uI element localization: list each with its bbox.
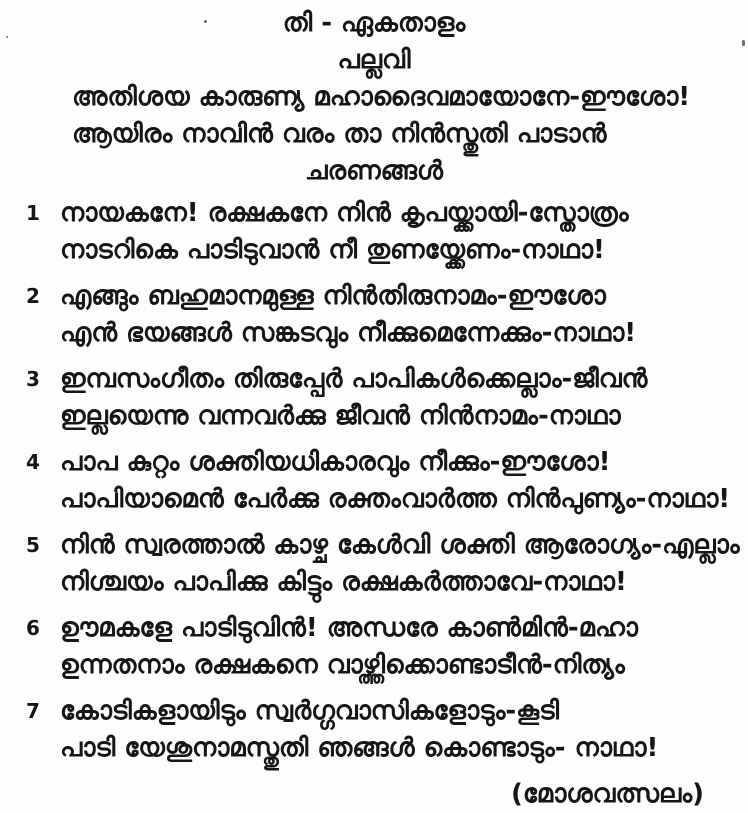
verse-line: നാടറികെ പാടിടുവാൻ നീ തുണയ്ക്കേണം-നാഥാ! [60,235,605,265]
verse-1 [0,195,748,269]
verse-number: 1 [26,201,40,225]
verse-6 [0,610,748,684]
verse-line: പാപിയാമെൻ പേർക്കു രക്തംവാർത്ത നിൻപുണ്യം-നാഥാ! [60,484,731,514]
verse-number: 7 [26,699,40,723]
tala-heading: തി - ഏകതാളം [282,8,466,38]
scan-speck [204,20,207,23]
scan-speck [742,40,745,46]
pallavi-heading: പല്ലവി [337,45,411,75]
verse-lines [60,610,748,684]
verse-list [0,195,748,767]
charanam-heading: ചരണങ്ങൾ [305,156,443,186]
verse-lines [60,693,748,767]
verse-line: ഇമ്പസംഗീതം തിരുപ്പേർ പാപികൾക്കെല്ലാം-ജീവൻ [60,364,648,394]
verse-5 [0,527,748,601]
verse-3 [0,361,748,435]
verse-line: നിശ്ചയം പാപിക്കു കിട്ടും രക്ഷകർത്താവേ-നാഥാ! [60,567,627,597]
pallavi-line: ആയിരം നാവിൻ വരം താ നിൻസ്തുതി പാടാൻ [72,119,607,149]
verse-number: 4 [26,450,40,474]
verse-line: നിൻ സ്വരത്താൽ കാഴ്ച കേൾവി ശക്തി ആരോഗ്യം-എല്ലാം [60,530,740,560]
verse-lines [60,527,748,601]
verse-number: 3 [26,367,40,391]
verse-lines [60,361,748,435]
pallavi-line: അതിശയ കാരുണ്യ മഹാദൈവമായോനേ-ഈശോ! [72,82,691,112]
verse-line: കോടികളായിടും സ്വർഗ്ഗവാസികളോടും-കൂടി [60,696,560,726]
verse-line: ഉന്നതനാം രക്ഷകനെ വാഴ്ത്തിക്കൊണ്ടാടീൻ-നിത്യം [60,650,625,680]
verse-number: 2 [26,284,40,308]
verse-lines [60,278,748,352]
verse-lines [60,444,748,518]
verse-line: നായകനേ! രക്ഷകനേ നിൻ കൃപയ്ക്കായി-സ്തോത്രം [60,198,629,228]
verse-2 [0,278,748,352]
verse-4 [0,444,748,518]
verse-number: 6 [26,616,40,640]
verse-line: എൻ ഭയങ്ങൾ സങ്കടവും നീക്കുമെന്നേക്കും-നാഥാ! [60,318,637,348]
verse-line: ഊമകളേ പാടിടുവിൻ! അന്ധരേ കാൺമിൻ-മഹാ [60,613,638,643]
author-credit: (മോശവത്സലം) [511,779,704,809]
verse-lines [60,195,748,269]
verse-line: പാപ കുറ്റം ശക്തിയധികാരവും നീക്കും-ഈശോ! [60,447,611,477]
verse-7 [0,693,748,767]
scan-speck [6,36,8,38]
verse-number: 5 [26,533,40,557]
verse-line: പാടി യേശുനാമസ്തുതി ഞങ്ങൾ കൊണ്ടാടും- നാഥാ! [60,733,659,763]
verse-line: ഇല്ലയെന്നു വന്നവർക്കു ജീവൻ നിൻനാമം-നാഥാ [60,401,621,431]
verse-line: എങ്ങും ബഹുമാനമുള്ള നിൻതിരുനാമം-ഈശോ [60,281,606,311]
